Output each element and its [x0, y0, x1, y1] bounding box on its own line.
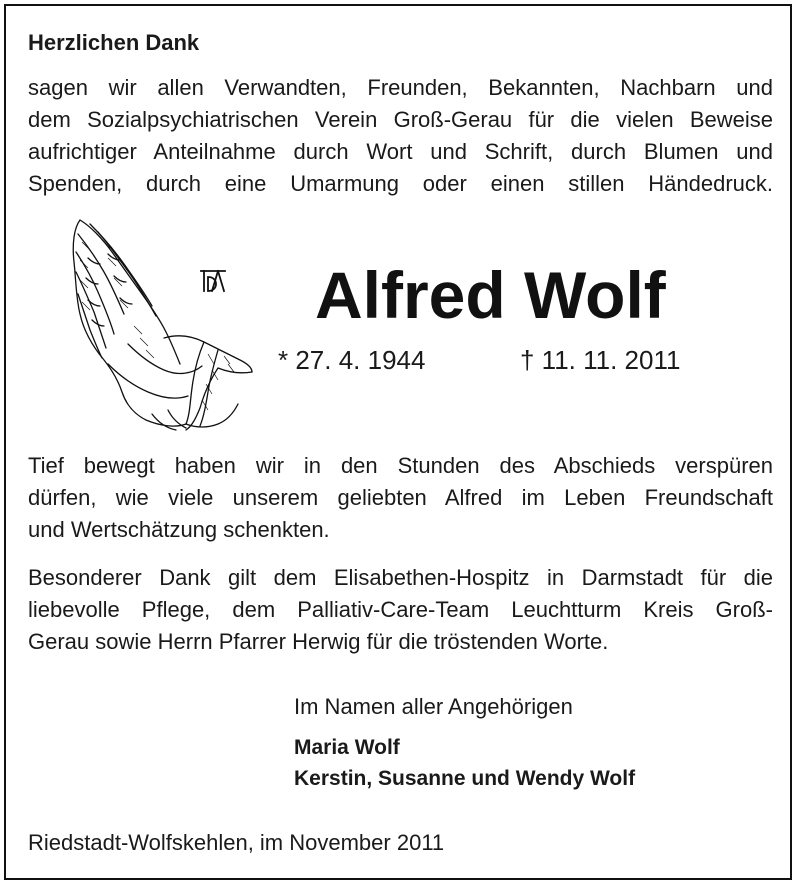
place-date: Riedstadt-Wolfskehlen, im November 2011 — [28, 830, 445, 855]
farewell-line: Tief bewegt haben wir in den Stunden des Abschieds verspüren — [28, 453, 773, 478]
thanks-line: liebevolle Pflege, dem Palliativ-Care-Team Leuchtturm Kreis Groß- — [28, 597, 773, 622]
intro-line: sagen wir allen Verwandten, Freunden, Bekannten, Nachbarn und — [28, 75, 773, 100]
signer-name: Kerstin, Susanne und Wendy Wolf — [294, 767, 636, 790]
intro-line: aufrichtiger Anteilnahme durch Wort und Schrift, durch Blumen und — [28, 139, 773, 164]
praying-hands-icon — [68, 214, 253, 434]
signoff-text: Im Namen aller Angehörigen — [294, 694, 573, 719]
notice-heading: Herzlichen Dank — [28, 30, 200, 55]
farewell-line: dürfen, wie viele unserem geliebten Alfred im Leben Freundschaft — [28, 485, 773, 510]
death-date: † 11. 11. 2011 — [520, 345, 681, 375]
thanks-paragraph — [28, 562, 773, 658]
thanks-line: Besonderer Dank gilt dem Elisabethen-Hospitz in Darmstadt für die — [28, 565, 773, 590]
deceased-name: Alfred Wolf — [315, 258, 666, 332]
farewell-paragraph — [28, 450, 773, 546]
thanks-line: Gerau sowie Herrn Pfarrer Herwig für die tröstenden Worte. — [28, 629, 609, 654]
birth-date: * 27. 4. 1944 — [278, 345, 426, 375]
intro-paragraph — [28, 72, 773, 200]
signer-name: Maria Wolf — [294, 736, 400, 759]
intro-line: dem Sozialpsychiatrischen Verein Groß-Gerau für die vielen Beweise — [28, 107, 773, 132]
intro-line: Spenden, durch eine Umarmung oder einen stillen Händedruck. — [28, 171, 773, 196]
farewell-line: und Wertschätzung schenkten. — [28, 517, 330, 542]
durer-monogram-icon — [198, 268, 228, 294]
